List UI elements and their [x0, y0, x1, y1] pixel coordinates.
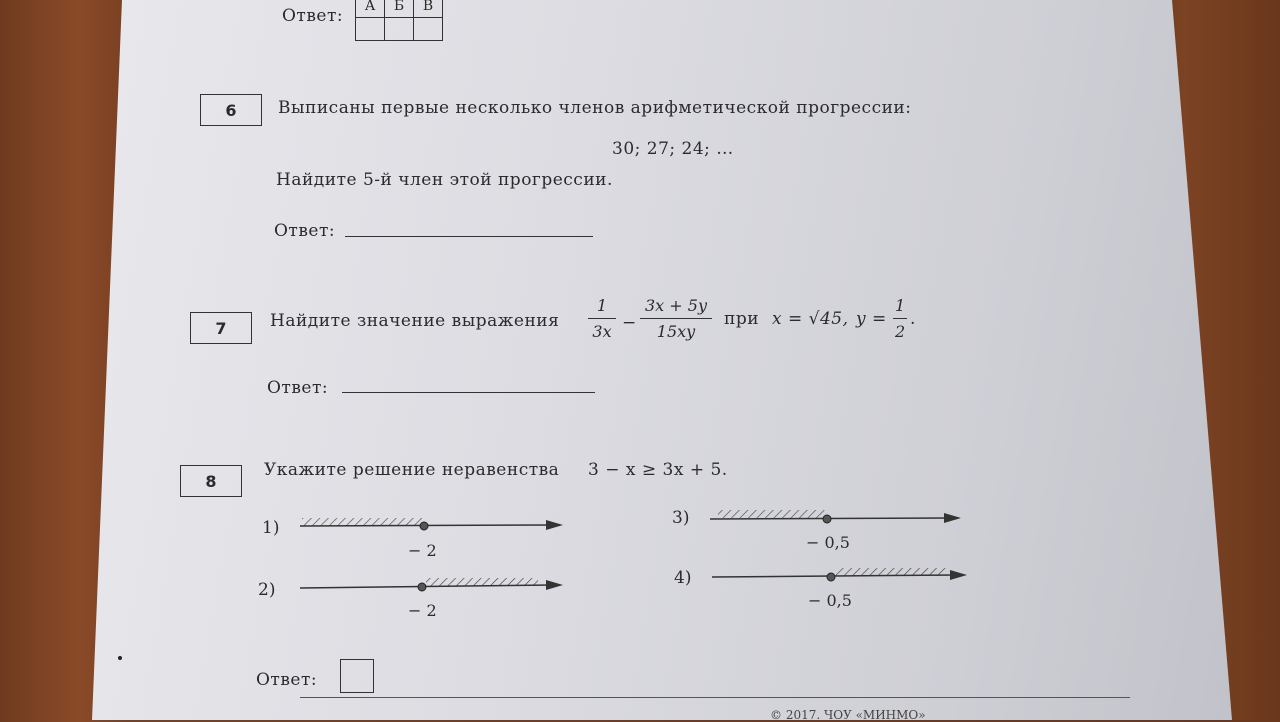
- option-4-label[interactable]: 4): [674, 568, 692, 588]
- stray-mark: [118, 656, 122, 660]
- option-1-number-line: [298, 514, 568, 538]
- task8-answer-box[interactable]: [340, 659, 374, 693]
- frac2-denominator: 15xy: [656, 322, 696, 341]
- task7-at: при: [724, 309, 760, 329]
- task5-col-b: Б: [385, 0, 414, 18]
- task7-number-box: 7: [190, 312, 252, 344]
- task6-question: Найдите 5-й член этой прогрессии.: [276, 170, 613, 190]
- task7-fraction-1: [588, 296, 616, 341]
- option-1-label[interactable]: 1): [262, 518, 280, 538]
- task5-answer-cell-v[interactable]: [414, 18, 443, 41]
- task7-x-value: x = √45,: [772, 309, 849, 329]
- task7-answer-field[interactable]: [342, 392, 595, 393]
- option-2-point-label: − 2: [408, 601, 437, 620]
- option-4-number-line: [710, 565, 972, 589]
- task6-text: Выписаны первые несколько членов арифметической прогрессии:: [278, 98, 912, 118]
- frac2-numerator: 3x + 5y: [645, 296, 707, 315]
- task7-y-equals: y =: [856, 309, 887, 329]
- footer-divider: [300, 697, 1130, 698]
- task6-answer-field[interactable]: [345, 236, 593, 237]
- option-3-label[interactable]: 3): [672, 508, 690, 528]
- task8-number-box: 8: [180, 465, 242, 497]
- option-1-point-label: − 2: [408, 541, 437, 560]
- task5-answer-grid: [355, 0, 443, 41]
- task5-col-v: В: [414, 0, 443, 18]
- frac1-numerator: 1: [596, 296, 608, 315]
- footer-copyright: © 2017. ЧОУ «МИНМО»: [770, 708, 926, 722]
- task7-minus: −: [622, 313, 637, 333]
- option-3-number-line: [708, 507, 968, 531]
- frac1-denominator: 3x: [592, 322, 612, 341]
- task7-text: Найдите значение выражения: [270, 311, 560, 331]
- task6-number-box: 6: [200, 94, 262, 126]
- option-3-point-label: − 0,5: [806, 533, 850, 552]
- task6-sequence: 30; 27; 24; …: [612, 139, 734, 159]
- task8-answer-label: Ответ:: [256, 670, 318, 690]
- task7-period: .: [910, 309, 916, 329]
- task5-answer-cell-b[interactable]: [385, 18, 414, 41]
- task6-answer-label: Ответ:: [274, 221, 336, 241]
- task7-fraction-3: [893, 296, 907, 341]
- task8-text: Укажите решение неравенства: [264, 460, 560, 480]
- option-4-point-label: − 0,5: [808, 591, 852, 610]
- task7-answer-label: Ответ:: [267, 378, 329, 398]
- task5-col-a: А: [356, 0, 385, 18]
- frac3-numerator: 1: [895, 296, 906, 315]
- task5-answer-label: Ответ:: [282, 6, 344, 26]
- frac3-denominator: 2: [895, 322, 906, 341]
- task5-answer-cell-a[interactable]: [356, 18, 385, 41]
- option-2-label[interactable]: 2): [258, 580, 276, 600]
- task8-inequality: 3 − x ≥ 3x + 5.: [588, 460, 728, 480]
- task7-fraction-2: [640, 296, 712, 341]
- option-2-number-line: [298, 574, 568, 598]
